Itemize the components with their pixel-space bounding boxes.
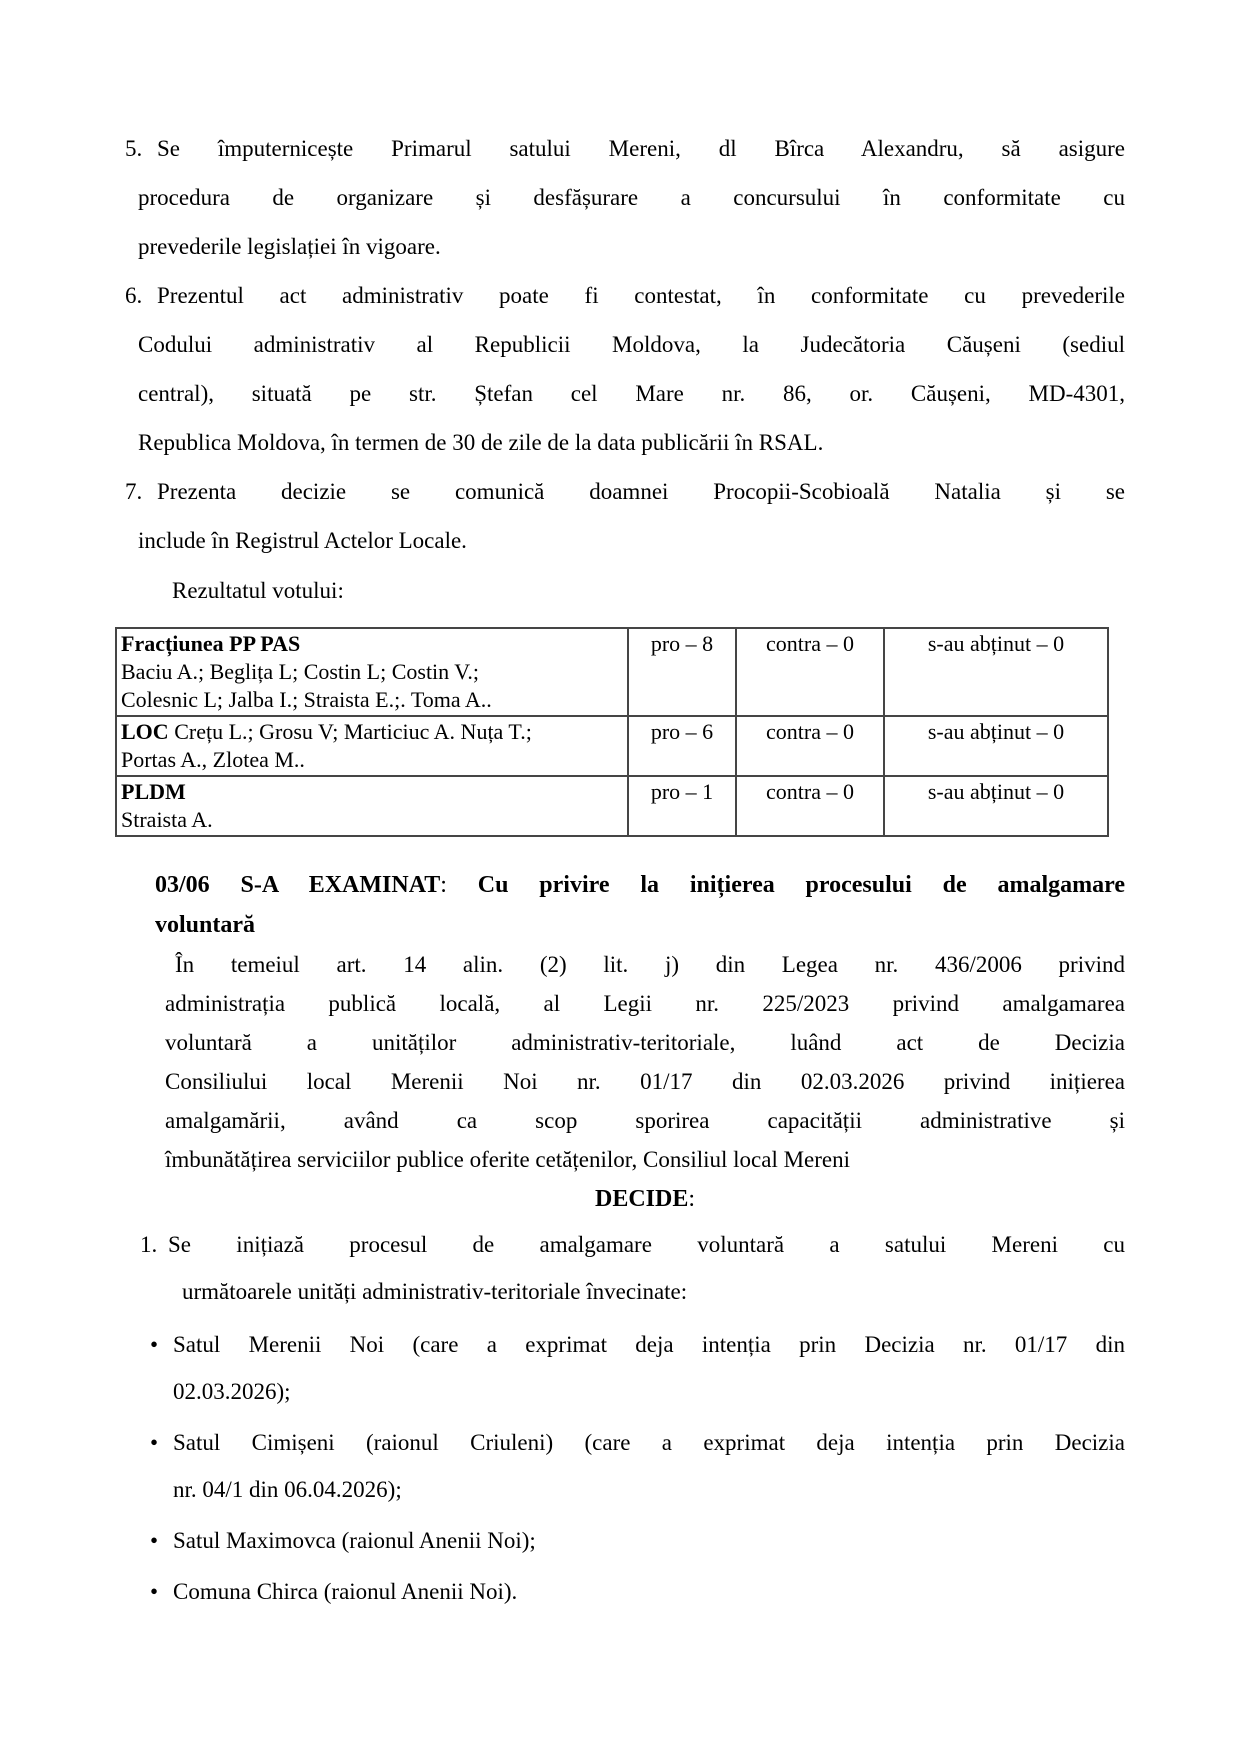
item-line: Republica Moldova, în termen de 30 de zile de la data publicării în RSAL. [138,430,824,455]
item-line [140,1221,1125,1268]
list-item [150,1517,1125,1564]
party-name-line [121,778,623,806]
item-line: include în Registrul Actelor Locale. [138,528,467,553]
vote-results-label: Rezultatul votului: [172,578,344,603]
contra-cell: contra – 0 [736,628,884,716]
item-number: 7. [125,479,143,504]
list-item [150,1321,1125,1415]
pro-cell: pro – 8 [628,628,736,716]
party-members-line: Portas A., Zlotea M.. [121,747,305,772]
paragraph-line: Consiliului local Merenii Noi nr. 01/17 din 02.03.2026 privind inițierea [165,1069,1125,1094]
paragraph-line: îmbunătățirea serviciilor publice oferite cetățenilor, Consiliul local Mereni [165,1147,851,1172]
item-line [125,271,1125,320]
party-members-line: Colesnic L; Jalba I.; Straista E.;. Toma A.. [121,687,492,712]
item-line-text: Se inițiază procesul de amalgamare voluntară a satului Mereni cu [168,1232,1125,1257]
table-row-pldm [116,776,1108,836]
party-name-bold: Fracțiunea PP PAS [121,631,301,656]
abstained-cell: s-au abținut – 0 [884,716,1108,776]
decide-colon: : [688,1186,696,1212]
bullet-line [150,1321,1125,1368]
bullet-text: Satul Cimișeni (raionul Criuleni) (care a exprimat deja intenția prin Decizia [173,1430,1125,1455]
heading-subject: Cu privire la inițierea procesului de amalgamare [446,872,1126,898]
decision-item-1 [140,1221,1125,1315]
bullet-line: 02.03.2026); [173,1379,291,1404]
bullet-marker: • [150,1332,159,1357]
party-members-line: Straista A. [121,807,213,832]
party-cell [116,716,628,776]
item-line-text: Se împuternicește Primarul satului Mereni, dl Bîrca Alexandru, să asigure [157,136,1125,161]
item-number: 1. [140,1232,158,1257]
item-line: următoarele unități administrativ-teritoriale învecinate: [182,1279,688,1304]
bullet-text: Satul Maximovca (raionul Anenii Noi); [173,1528,536,1553]
heading-colon: : [440,872,447,898]
contra-cell: contra – 0 [736,776,884,836]
party-cell [116,628,628,716]
bullet-line: nr. 04/1 din 06.04.2026); [173,1477,402,1502]
item-line-text: Prezentul act administrativ poate fi contestat, în conformitate cu prevederile [157,283,1125,308]
list-item [150,1568,1125,1615]
list-item [150,1419,1125,1513]
bullet-line [150,1568,1125,1615]
paragraph-line: voluntară a unităților administrativ-teritoriale, luând act de Decizia [165,1030,1125,1055]
contra-cell: contra – 0 [736,716,884,776]
bullet-line [150,1517,1125,1564]
examined-label: 03/06 S-A EXAMINAT [155,872,441,898]
bullet-marker: • [150,1579,159,1604]
numbered-item-7 [125,467,1125,565]
party-name-line [121,718,623,746]
abstained-cell: s-au abținut – 0 [884,628,1108,716]
table-row-loc [116,716,1108,776]
section-heading [155,865,1125,945]
pro-cell: pro – 6 [628,716,736,776]
legal-basis-paragraph [165,945,1125,1179]
item-line: prevederile legislației în vigoare. [138,234,441,259]
numbered-item-5 [125,124,1125,271]
bullet-text: Satul Merenii Noi (care a exprimat deja intenția prin Decizia nr. 01/17 din [173,1332,1125,1357]
party-cell [116,776,628,836]
item-line [125,124,1125,173]
item-number: 5. [125,136,143,161]
item-line: Codului administrativ al Republicii Moldova, la Judecătoria Căușeni (sediul [138,332,1125,357]
party-name-rest: Crețu L.; Grosu V; Marticiuc A. Nuța T.; [168,719,532,744]
pro-cell: pro – 1 [628,776,736,836]
item-number: 6. [125,283,143,308]
item-line: central), situată pe str. Ștefan cel Mare nr. 86, or. Căușeni, MD-4301, [138,381,1125,406]
paragraph-line: administrația publică locală, al Legii nr. 225/2023 privind amalgamarea [165,991,1125,1016]
party-members-line: Baciu A.; Beglița L; Costin L; Costin V.; [121,659,479,684]
bullet-marker: • [150,1528,159,1553]
paragraph-line: amalgamării, având ca scop sporirea capacității administrative și [165,1108,1125,1133]
bullet-line [150,1419,1125,1466]
party-name-line [121,630,623,658]
abstained-cell: s-au abținut – 0 [884,776,1108,836]
section-heading-line [155,865,1125,905]
decide-word: DECIDE [594,1186,689,1212]
paragraph-line: În temeiul art. 14 alin. (2) lit. j) din Legea nr. 436/2006 privind [175,952,1125,977]
numbered-item-6 [125,271,1125,467]
item-line: procedura de organizare și desfășurare a concursului în conformitate cu [138,185,1125,210]
table-row-pas [116,628,1108,716]
vote-results-table [115,627,1109,837]
decide-heading [165,1179,1125,1219]
neighboring-units-list [0,1321,1241,1615]
party-name-bold: LOC [121,719,169,744]
bullet-text: Comuna Chirca (raionul Anenii Noi). [173,1579,518,1604]
section-heading-line: voluntară [155,912,256,938]
bullet-marker: • [150,1430,159,1455]
item-line [125,467,1125,516]
item-line-text: Prezenta decizie se comunică doamnei Procopii-Scobioală Natalia și se [157,479,1125,504]
party-name-bold: PLDM [121,779,186,804]
